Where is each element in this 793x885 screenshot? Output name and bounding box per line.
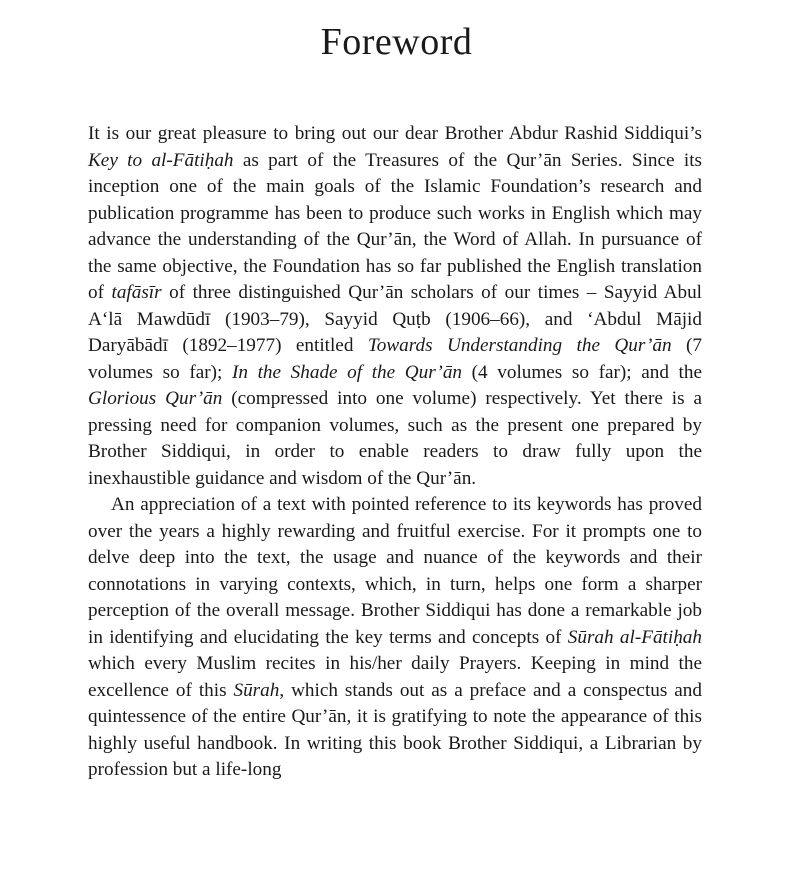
text-segment: (7 volumes so far); [88, 335, 702, 383]
book-title-glorious-quran: Glorious Qur’ān [88, 388, 223, 409]
text-segment: It is our great pleasure to bring out our dear Brother Abdur Rashid Siddiqui’s [88, 123, 702, 144]
text-segment: as part of the Treasures of the Qur’ān Series. Since its inception one of the main goals of the Islamic Foundation’s research and publication programme has been to produce such works in English which may advance the understanding of the Qur’ān, the Word of Allah. In pursuance of the same objective, the Foundation has so far published the English translation of [88, 149, 702, 303]
italic-term-surah: Sūrah [233, 679, 280, 701]
text-segment: An appreciation of a text with pointed reference to its keywords has proved over the years a highly rewarding and fruitful exercise. For it prompts one to delve deep into the text, the usage and nuance of the keywords and their connotations in varying contexts, which, in turn, helps one form a sharper perception of the overall message. Brother Siddiqui has done a remarkable job in identifying and elucidating the key terms and concepts of [88, 494, 702, 648]
text-segment: , which stands out as a preface and a conspectus and quintessence of the entire Qur’ān, it is gratifying to note the appearance of this highly useful handbook. In writing this book Brother Siddiqui, a Librarian by profession but a life-long [88, 679, 702, 780]
book-title-towards-understanding: Towards Understanding the Qur’ān [367, 335, 672, 356]
text-segment: (4 volumes so far); and the [462, 361, 702, 383]
foreword-body [88, 121, 702, 784]
text-segment: (compressed into one volume) respectively. Yet there is a pressing need for companion volumes, such as the present one prepared by Brother Siddiqui, in order to enable readers to draw fully upon the inexhaustible guidance and wisdom of the Qur’ān. [88, 388, 702, 489]
book-title-in-the-shade: In the Shade of the Qur’ān [231, 361, 463, 383]
italic-term-tafasir: tafāsīr [111, 282, 162, 303]
italic-term-surah-al-fatihah: Sūrah al-Fātiḥah [567, 626, 702, 648]
book-title-key-to-al-fatihah: Key to al-Fātiḥah [88, 149, 234, 171]
text-segment: which every Muslim recites in his/her daily Prayers. Keeping in mind the excellence of this [88, 653, 702, 701]
text-segment: of three distinguished Qur’ān scholars of our times – Sayyid Abul A‘lā Mawdūdī (1903–79), Sayyid Quṭb (1906–66), and ‘Abdul Mājid Daryābādī (1892–1977) entitled [88, 282, 702, 356]
page-title: Foreword [320, 21, 473, 63]
paragraph-1 [88, 121, 702, 492]
paragraph-2 [88, 492, 702, 784]
